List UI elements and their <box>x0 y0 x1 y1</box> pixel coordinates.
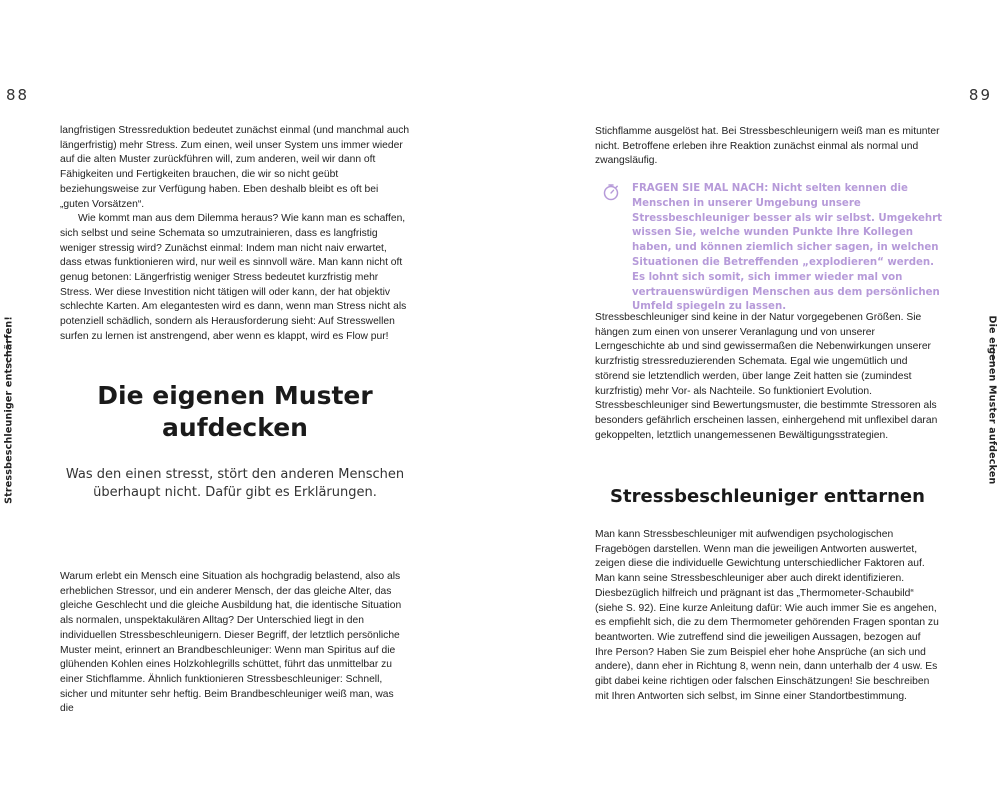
section-lead: Was den einen stresst, stört den anderen Menschen überhaupt nicht. Dafür gibt es Erklärungen. <box>65 467 405 500</box>
paragraph: Stressbeschleuniger sind keine in der Natur vorgegebenen Größen. Sie hängen zum einen von unserer Veranlagung und von unserer Lerngeschichte ab und sind gewissermaßen die Nebenwirkungen unserer kurzfristig stressreduzierenden Schemata. Egal wie ungemütlich und störend sie letztendlich werden, über lange Zeit hatten sie (zumindest kurzfristig) mehr Vor- als Nachteile. So funktioniert Evolution. Stressbeschleuniger sind Bewertungsmuster, die bestimmte Stressoren als besonders gefährlich erscheinen lassen, einhergehend mit unflexibel daran gekoppelten, letztlich unangemessenen Bewältigungsstrategien. <box>595 312 938 441</box>
page-number-right: 89 <box>968 86 992 104</box>
left-body-text <box>60 570 410 717</box>
page-number-left: 88 <box>6 86 30 104</box>
running-head-right: Die eigenen Muster aufdecken <box>986 315 998 485</box>
subsection-heading: Stressbeschleuniger enttarnen <box>610 486 925 507</box>
right-intro-text <box>595 125 940 169</box>
paragraph: Warum erlebt ein Mensch eine Situation als hochgradig belastend, also als erheblichen Stressor, und ein anderer Mensch, der das gleiche Alter, das gleiche Geschlecht und die gleiche Ausbildung hat, die identische Situation als normalen, unspektakulären Alltag? Der Unterschied liegt in den individuellen Stressbeschleunigern. Dieser Begriff, der letztlich persönliche Muster meint, erinnert an Brandbeschleuniger: Wenn man Spiritus auf die glühenden Kohlen eines Holzkohlegrills schüttet, führt das unmittelbar zu einer Stichflamme. Ähnlich funktionieren Stressbeschleuniger: Schnell, sicher und mitunter sehr heftig. Beim Brandbeschleuniger weiß man, was die <box>60 571 402 715</box>
running-head-left: Stressbeschleuniger entschärfen! <box>3 316 15 504</box>
paragraph: Wie kommt man aus dem Dilemma heraus? Wie kann man es schaffen, sich selbst und seine Schemata so umzutrainieren, dass es langfristig weniger stressig wird? Zunächst einmal: Indem man nicht naiv erwartet, dass etwas funktionieren wird, nur weil es sinnvoll wäre. Man kann nicht oft genug betonen: Längerfristig weniger Stress bedeutet kurzfristig mehr Stress. Wer diese Investition nicht tätigen will oder kann, der hat objektiv schlechte Karten. Am elegantesten wird es dann, wenn man Stress nicht als potenziell schädlich, sondern als Herausforderung sieht: Auf Stresswellen surfen zu lernen ist anstrengend, aber wenn es klappt, wird es Flow pur! <box>60 213 407 342</box>
right-middle-text <box>595 311 940 443</box>
stopwatch-icon <box>602 183 620 201</box>
paragraph: Stichflamme ausgelöst hat. Bei Stressbeschleunigern weiß man es mitunter nicht. Betroffene erleben ihre Reaktion zunächst einmal als normal und zwangsläufig. <box>595 126 940 167</box>
paragraph: langfristigen Stressreduktion bedeutet zunächst einmal (und manchmal auch längerfristig) mehr Stress. Zum einen, weil unser System uns immer wieder auf die alten Muster zurückführen will, zum anderen, weil wir dann oft Fähigkeiten und Fertigkeiten brauchen, die wir so nicht geübt beziehungsweise zur Verfügung haben. Eben deshalb bleibt es oft bei „guten Vorsätzen“. <box>60 125 410 210</box>
tip-box-text: FRAGEN SIE MAL NACH: Nicht selten kennen die Menschen in unserer Umgebung unsere Stressbeschleuniger besser als wir selbst. Umgekehrt wissen Sie, welche wunden Punkte Ihre Kollegen haben, und können ziemlich sicher sagen, in welchen Situationen die Betreffenden „explodieren“ werden. Es lohnt sich somit, sich immer wieder mal von vertrauenswürdigen Menschen aus dem persönlichen Umfeld spiegeln zu lassen. <box>632 183 943 313</box>
paragraph: Man kann Stressbeschleuniger mit aufwendigen psychologischen Fragebögen darstellen. Wenn man die jeweiligen Antworten auswertet, zeigen diese die individuelle Gewichtung unterschiedlicher Faktoren auf. Man kann seine Stressbeschleuniger aber auch direkt identifizieren. Diesbezüglich hilfreich und prägnant ist das „Thermometer-Schaubild“ (siehe S. 92). Eine kurze Anleitung dafür: Wie auch immer Sie es angehen, es empfiehlt sich, die zu dem Thermometer gehörenden Fragen spontan zu beantworten. Wie zutreffend sind die jeweiligen Aussagen, bezogen auf Ihre Person? Haben Sie zum Beispiel eher hohe Ansprüche (an sich und andere), dann eher in Richtung 8, wenn nein, dann unterhalb der 4 usw. Es gibt dabei keine richtigen oder falschen Einschätzungen! Sie beschreiben mit Ihren Antworten sich selbst, im Sinne einer Standortbestimmung. <box>595 529 939 702</box>
right-body-text <box>595 528 940 704</box>
left-intro-text <box>60 124 410 345</box>
section-heading: Die eigenen Muster aufdecken <box>97 381 373 442</box>
